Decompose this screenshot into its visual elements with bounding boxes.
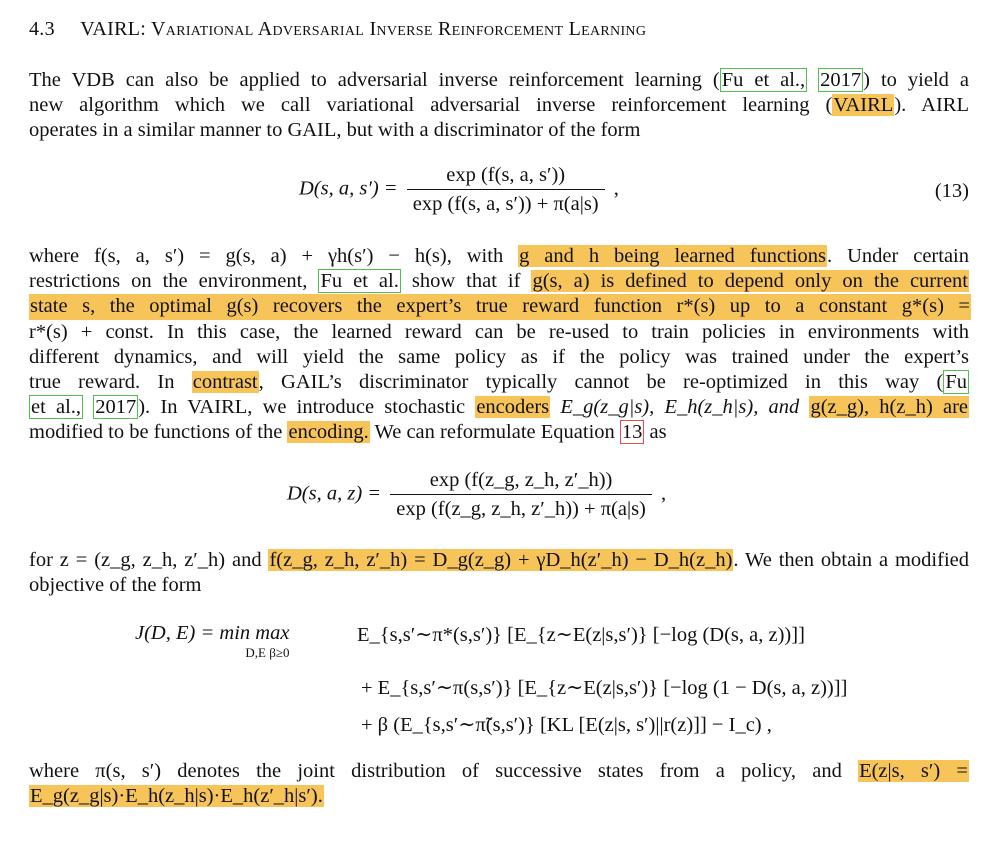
highlight-g-h-are: g(z_g), h(z_h) are (810, 396, 969, 419)
eqv-lhs: D(s, a, z) = (287, 482, 382, 505)
para3-line2: objective of the form (29, 574, 202, 597)
objective-row-2: + E_{s,s′∼π(s,s′)} [E_{z∼E(z|s,s′)} [−log (1 − D(s, a, z))]] (361, 677, 848, 699)
paragraph-airl (29, 244, 969, 446)
para1-line2: new algorithm which we call variational adversarial inverse reinforcement learning (VAIRL). AIRL (29, 94, 969, 117)
paragraph-intro (29, 68, 969, 144)
eqv-numerator: exp (f(z_g, z_h, z′_h)) (390, 469, 652, 495)
para2-line1: where f(s, a, s′) = g(s, a) + γh(s′) − h(s), with g and h being learned functions. Under certain (29, 245, 969, 267)
highlight-depend-current: g(s, a) is defined to depend only on the current (532, 270, 969, 293)
highlight-contrast: contrast (192, 371, 258, 394)
para2-line5: different dynamics, and will yield the same policy as if the policy was trained under the expert’s (29, 345, 969, 368)
eqv-denominator: exp (f(z_g, z_h, z′_h)) + π(a|s) (396, 498, 646, 520)
highlight-learned-functions: g and h being learned functions (519, 245, 827, 267)
objective-row-3: + β (E_{s,s′∼π̃(s,s′)} [KL [E(z|s, s′)||r(z)]] − I_c) , (361, 714, 772, 736)
para3-line1: for z = (z_g, z_h, z′_h) and f(z_g, z_h, z′_h) = D_g(z_g) + γD_h(z′_h) − D_h(z_h). We then obtain a modified (29, 549, 969, 571)
highlight-E-def: E(z|s, s′) = (859, 760, 968, 782)
eq13-fraction (407, 164, 605, 216)
eq13-tail: , (613, 177, 619, 200)
eqv-fraction (390, 469, 652, 521)
section-number: 4.3 (29, 18, 55, 40)
citation-year[interactable]: 2017 (820, 69, 862, 91)
eq13-numerator: exp (f(s, a, s′)) (407, 164, 605, 190)
paragraph-joint-distribution (29, 759, 969, 809)
highlight-encoding: encoding. (288, 421, 369, 444)
objective-lhs: J(D, E) = min max (135, 622, 290, 644)
equation-vairl-discriminator (287, 469, 666, 521)
citation-year-2[interactable]: 2017 (95, 396, 137, 419)
highlight-encoders: encoders (476, 396, 550, 419)
para1-line1: The VDB can also be applied to adversarial inverse reinforcement learning (Fu et al., 2017) to yield a (29, 69, 969, 91)
equation-13 (299, 164, 619, 216)
objective-lhs-block (135, 622, 289, 661)
para2-line3 (29, 294, 969, 319)
para2-line7: et al., 2017). In VAIRL, we introduce stochastic encoders E_g(z_g|s), E_h(z_h|s), and g(z_g), h(z_h) are (31, 396, 969, 419)
eqv-tail: , (661, 482, 667, 505)
equation-number-13: (13) (934, 180, 969, 202)
highlight-E-factorization: E_g(z_g|s)·E_h(z_h|s)·E_h(z′_h|s′). (30, 785, 323, 808)
paragraph-objective-intro (29, 548, 969, 598)
eq13-lhs: D(s, a, s′) = (299, 177, 398, 200)
section-title: VAIRL: Variational Adversarial Inverse Reinforcement Learning (80, 18, 647, 40)
objective-row-1: E_{s,s′∼π*(s,s′)} [E_{z∼E(z|s,s′)} [−log (D(s, a, z))]] (357, 624, 805, 646)
citation-fu-2[interactable]: Fu (945, 371, 967, 394)
para2-line4: r*(s) + const. In this case, the learned reward can be re-used to train policies in environments with (29, 320, 969, 343)
citation-fu-et-al[interactable]: Fu et al. (320, 270, 399, 293)
eq13-denominator: exp (f(s, a, s′)) + π(a|s) (412, 193, 599, 215)
section-heading (29, 18, 646, 41)
para4-line1: where π(s, s′) denotes the joint distribution of successive states from a policy, and E(z|s, s′) = (29, 760, 968, 782)
equation-objective (135, 622, 289, 661)
highlight-f-definition: f(z_g, z_h, z′_h) = D_g(z_g) + γD_h(z′_h) − D_h(z_h) (269, 549, 733, 571)
para2-line6: true reward. In contrast, GAIL’s discriminator typically cannot be re-optimized in this way (Fu (29, 371, 967, 394)
highlight-optimal-g: state s, the optimal g(s) recovers the expert’s true reward function r*(s) up to a constant g*(s) = (29, 294, 971, 319)
para2-line8: modified to be functions of the encoding. We can reformulate Equation 13 as (29, 421, 667, 444)
highlight-vairl: VAIRL (833, 94, 894, 117)
citation-fu[interactable]: Fu et al., (721, 69, 806, 91)
para2-line2: restrictions on the environment, Fu et al. show that if g(s, a) is defined to depend only on the current (29, 270, 969, 293)
objective-under: D,E β≥0 (245, 645, 290, 660)
para4-line2 (29, 784, 969, 809)
equation-ref-13[interactable]: 13 (621, 421, 643, 444)
para1-line3: operates in a similar manner to GAIL, but with a discriminator of the form (29, 119, 641, 142)
citation-et-al[interactable]: et al., (31, 396, 82, 419)
